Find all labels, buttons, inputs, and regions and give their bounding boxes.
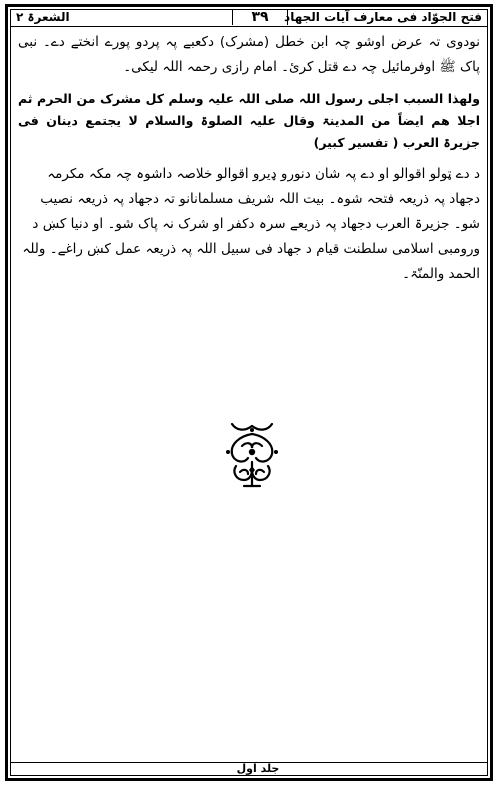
paragraph-3: د دے ټولو اقوالو او دے پہ شان دنورو ډیرو اقوالو خلاصہ داشوہ چہ مکہ مکرمہ دجهاد پہ ذریعہ فتحہ شوہ۔ بیت اللہ شریف مسلمانانو تہ دجهاد پہ ذریعہ نصیب شو۔ جزیرۃ العرب دجهاد پہ ذریعے سرہ دکفر او شرک نہ پاک شو۔ او دنیا کښ د ورومبی اسلامی سلطنت قیام د جهاد فی سبیل اللہ پہ ذریعہ عمل کښ راغے۔ وللہ الحمد والمنّۃ۔	[22, 166, 480, 282]
ornament-icon	[222, 422, 282, 488]
paragraph-arabic-quote: ولھذا السبب اجلی رسول اللہ صلی اللہ علیہ وسلم کل مشرک من الحرم ثم اجلا ھم ایضاً من المدینۃ وقال علیہ الصلوۃ والسلام لا یجتمع دینان فی جزیرۃ العرب ( تفسیر کبیر)	[18, 91, 480, 150]
book-title: فتح الجوّاد فی معارف آیات الجهاد	[284, 10, 482, 24]
page-number: ۳۹	[232, 9, 288, 25]
page-footer	[10, 762, 488, 776]
volume-label: جلد اول	[236, 762, 280, 775]
page-content	[18, 30, 480, 295]
page-header	[10, 9, 488, 27]
paragraph-1: نودوی تہ عرض اوشو چہ ابن خطل (مشرک) دکعبے پہ پردو پورے انختے دے۔ نبی پاک ﷺ اوفرمائیل چہ دے قتل کرئ۔ امام رازی رحمہ اللہ لیکی۔	[18, 34, 480, 75]
volume-tag: الشعرۃ ۲	[16, 10, 70, 24]
